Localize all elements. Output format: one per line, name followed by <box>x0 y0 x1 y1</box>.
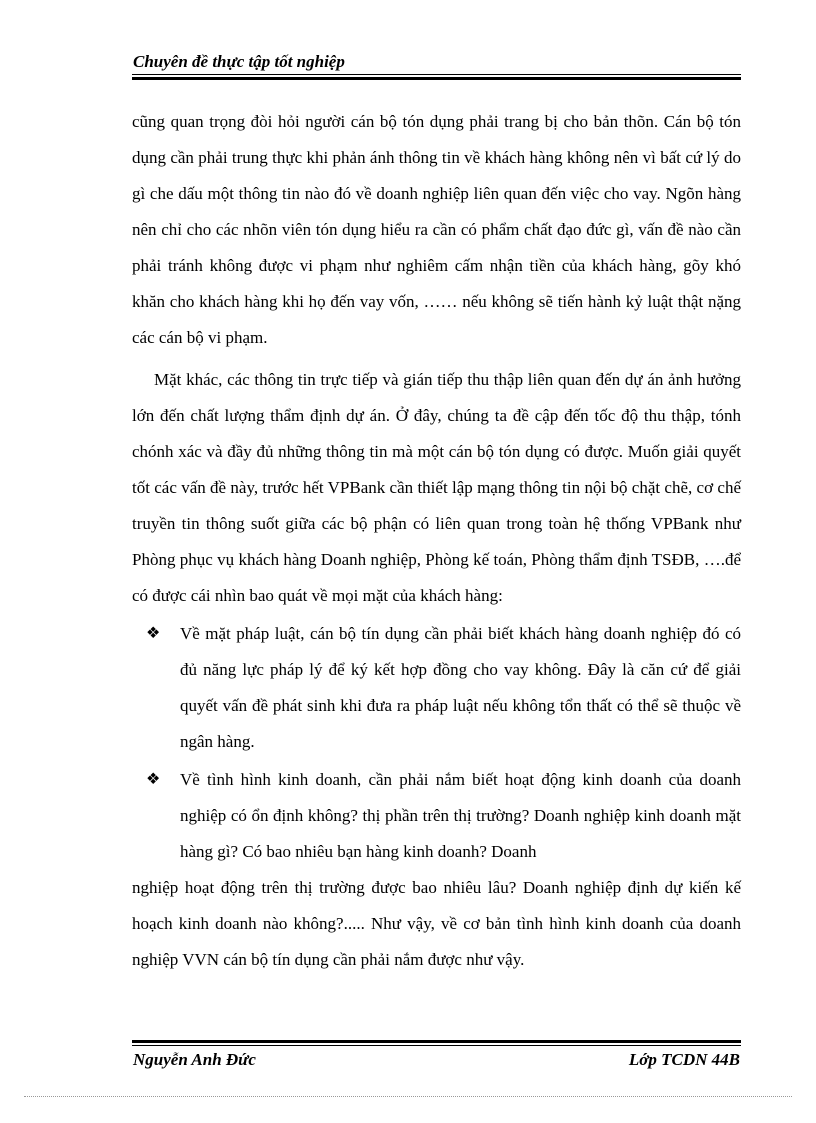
bullet-text-legal: Về mặt pháp luật, cán bộ tín dụng cần phải biết khách hàng doanh nghiệp đó có đủ năng lực pháp lý để ký kết hợp đồng cho vay không. Đây là căn cứ để giải quyết vấn đề phát sinh khi đưa ra pháp luật nếu không tổn thất có thể sẽ thuộc về ngân hàng. <box>180 624 741 751</box>
header-rule-thick <box>132 77 741 80</box>
bullet-item-legal <box>132 616 741 760</box>
bullet-text-business: Về tình hình kinh doanh, cần phải nắm biết hoạt động kinh doanh của doanh nghiệp có ổn định không? thị phần trên thị trường? Doanh nghiệp kinh doanh mặt hàng gì? Có bao nhiêu bạn hàng kinh doanh? Doanh <box>180 770 741 861</box>
body-paragraph-1: cũng quan trọng đòi hỏi người cán bộ tón dụng phải trang bị cho bản thõn. Cán bộ tón dụng cần phải trung thực khi phản ánh thông tin về khách hàng không nên vì bất cứ lý do gì che dấu một thông tin nào đó về doanh nghiệp liên quan đến việc cho vay. Ngõn hàng nên chỉ cho các nhõn viên tón dụng hiểu ra cần có phẩm chất đạo đức gì, vấn đề nào cần phải tránh không được vi phạm như nghiêm cấm nhận tiền của khách hàng, gõy khó khăn cho khách hàng khi họ đến vay vốn, …… nếu không sẽ tiến hành kỷ luật thật nặng các cán bộ vi phạm. <box>132 112 741 347</box>
header-title: Chuyên đề thực tập tốt nghiệp <box>133 52 345 71</box>
footer-class: Lớp TCDN 44B <box>628 1050 740 1069</box>
body-paragraph-3: nghiệp hoạt động trên thị trường được bao nhiêu lâu? Doanh nghiệp định dự kiến kế hoạch kinh doanh nào không?..... Như vậy, về cơ bản tình hình kinh doanh của doanh nghiệp VVN cán bộ tín dụng cần phải nắm được như vậy. <box>132 878 741 969</box>
bullet-diamond-icon: ❖ <box>146 625 161 642</box>
footer-author: Nguyễn Anh Đức <box>133 1050 256 1069</box>
bullet-item-business <box>132 762 741 870</box>
page-body <box>132 104 741 978</box>
page-bottom-dotted-border <box>24 1096 792 1097</box>
footer-rule-thick <box>132 1040 741 1043</box>
footer-rule-thin <box>132 1045 741 1046</box>
body-paragraph-2: Mặt khác, các thông tin trực tiếp và gián tiếp thu thập liên quan đến dự án ảnh hưởng lớn đến chất lượng thẩm định dự án. Ở đây, chúng ta đề cập đến tốc độ thu thập, tónh chónh xác và đầy đủ những thông tin mà một cán bộ tón dụng có được. Muốn giải quyết tốt các vấn đề này, trước hết VPBank cần thiết lập mạng thông tin nội bộ chặt chẽ, cơ chế truyền tin thông suốt giữa các bộ phận có liên quan trong toàn hệ thống VPBank như Phòng phục vụ khách hàng Doanh nghiệp, Phòng kế toán, Phòng thẩm định TSĐB, ….để có được cái nhìn bao quát về mọi mặt của khách hàng: <box>132 370 741 605</box>
header-rule-thin <box>132 74 741 75</box>
bullet-diamond-icon: ❖ <box>146 771 161 788</box>
